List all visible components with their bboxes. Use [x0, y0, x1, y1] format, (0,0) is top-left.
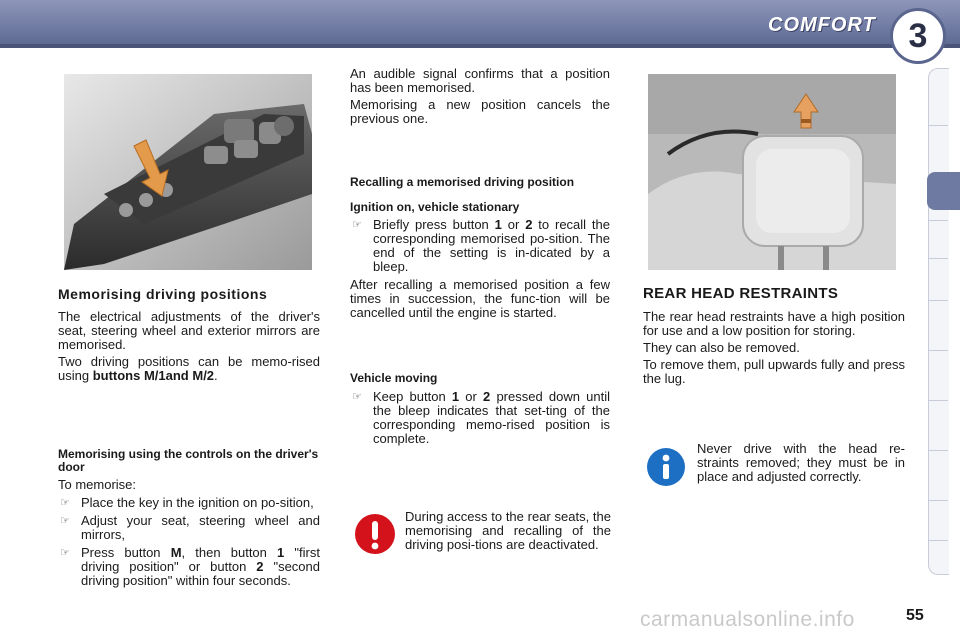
step-text: Adjust your seat, steering wheel and mirrors,	[81, 513, 320, 542]
heading-door-controls: Memorising using the controls on the driver's door	[58, 447, 319, 474]
audible-signal-paragraph: An audible signal confirms that a position has been memorised.	[350, 66, 610, 95]
tab-divider	[928, 220, 948, 221]
step-text: pressed down until the bleep indicates that set-ting of the corresponding memo-rised position is complete.	[373, 389, 610, 446]
remove-instructions-paragraph: To remove them, pull upwards fully and press the lug.	[643, 357, 905, 386]
text-span: Two driving positions can be memo-rised using	[58, 354, 320, 383]
intro-paragraph: The electrical adjustments of the driver's seat, steering wheel and exterior mirrors are memorised.	[58, 309, 320, 352]
right-column	[643, 285, 905, 386]
step-item	[350, 218, 610, 274]
step-item	[58, 514, 320, 542]
chapter-tab-strip	[928, 68, 949, 575]
door-controls-photo	[64, 74, 312, 270]
pointing-hand-icon: ☞	[60, 547, 70, 559]
info-icon	[646, 447, 686, 487]
step-item	[58, 546, 320, 588]
bold-span: 2	[256, 559, 264, 574]
step-item	[58, 496, 320, 510]
step-text: Keep button	[373, 389, 452, 404]
step-item	[350, 390, 610, 446]
section-title: COMFORT	[768, 14, 876, 36]
bold-span: 1	[277, 545, 285, 560]
header-band	[0, 44, 960, 48]
tab-divider	[928, 125, 948, 126]
chapter-badge	[890, 8, 946, 64]
chapter-number: 3	[908, 16, 928, 55]
bold-span: 1	[494, 217, 502, 232]
recall-section	[350, 176, 610, 320]
page-number: 55	[906, 607, 924, 624]
step-text: Briefly press button	[373, 217, 495, 232]
pointing-hand-icon: ☞	[60, 515, 70, 527]
heading-memorising-positions: Memorising driving positions	[58, 286, 268, 302]
after-recall-paragraph: After recalling a memorised position a few times in succession, the func-tion will be cancelled until the engine is started.	[350, 277, 610, 320]
warning-text: During access to the rear seats, the memorising and recalling of the driving posi-tions are deactivated.	[405, 509, 611, 552]
tab-divider	[928, 450, 948, 451]
removable-paragraph: They can also be removed.	[643, 340, 800, 355]
step-text: "first driving position" or button	[81, 545, 320, 574]
heading-recalling: Recalling a memorised driving position	[350, 175, 575, 189]
pointing-hand-icon: ☞	[352, 219, 362, 231]
step-text: or	[501, 217, 526, 232]
exclamation-icon	[354, 513, 396, 555]
bold-span: 2	[483, 389, 491, 404]
vehicle-moving-section	[350, 372, 610, 446]
pointing-hand-icon: ☞	[60, 497, 70, 509]
bold-span: buttons M/1and M/2	[92, 368, 215, 383]
left-column	[58, 286, 320, 383]
step-text: or	[459, 389, 484, 404]
two-positions-paragraph	[58, 355, 320, 383]
heading-vehicle-moving: Vehicle moving	[350, 371, 438, 385]
tab-divider	[928, 400, 948, 401]
text-span: .	[214, 368, 218, 383]
pointing-hand-icon: ☞	[352, 391, 362, 403]
bold-span: M	[170, 545, 182, 560]
to-memorise-label: To memorise:	[58, 477, 137, 492]
step-text: "second driving position" within four seconds.	[81, 559, 320, 588]
bold-span: 2	[525, 217, 533, 232]
step-text: , then button	[181, 545, 278, 560]
tab-divider	[928, 350, 948, 351]
tab-divider	[928, 300, 948, 301]
restraints-positions-paragraph: The rear head restraints have a high position for use and a low position for storing.	[643, 309, 905, 338]
step-text: Place the key in the ignition on po-sition,	[81, 495, 314, 510]
step-text: Press button	[81, 545, 171, 560]
middle-top-section	[350, 67, 610, 126]
heading-ignition-on: Ignition on, vehicle stationary	[350, 200, 520, 214]
tab-divider	[928, 500, 948, 501]
door-controls-section	[58, 448, 320, 588]
tab-divider	[928, 540, 948, 541]
chapter-tab-active[interactable]	[927, 172, 960, 210]
info-text: Never drive with the head re-straints removed; they must be in place and adjusted correctly.	[697, 441, 905, 484]
step-text: to recall the corresponding memorised po-sition. The end of the setting is in-dicated by a bleep.	[373, 217, 610, 274]
cancels-paragraph: Memorising a new position cancels the previous one.	[350, 97, 610, 126]
watermark: carmanualsonline.info	[640, 608, 855, 631]
heading-rear-head-restraints: REAR HEAD RESTRAINTS	[643, 285, 839, 302]
bold-span: 1	[451, 389, 460, 404]
tab-divider	[928, 258, 948, 259]
head-restraint-photo	[648, 74, 896, 270]
